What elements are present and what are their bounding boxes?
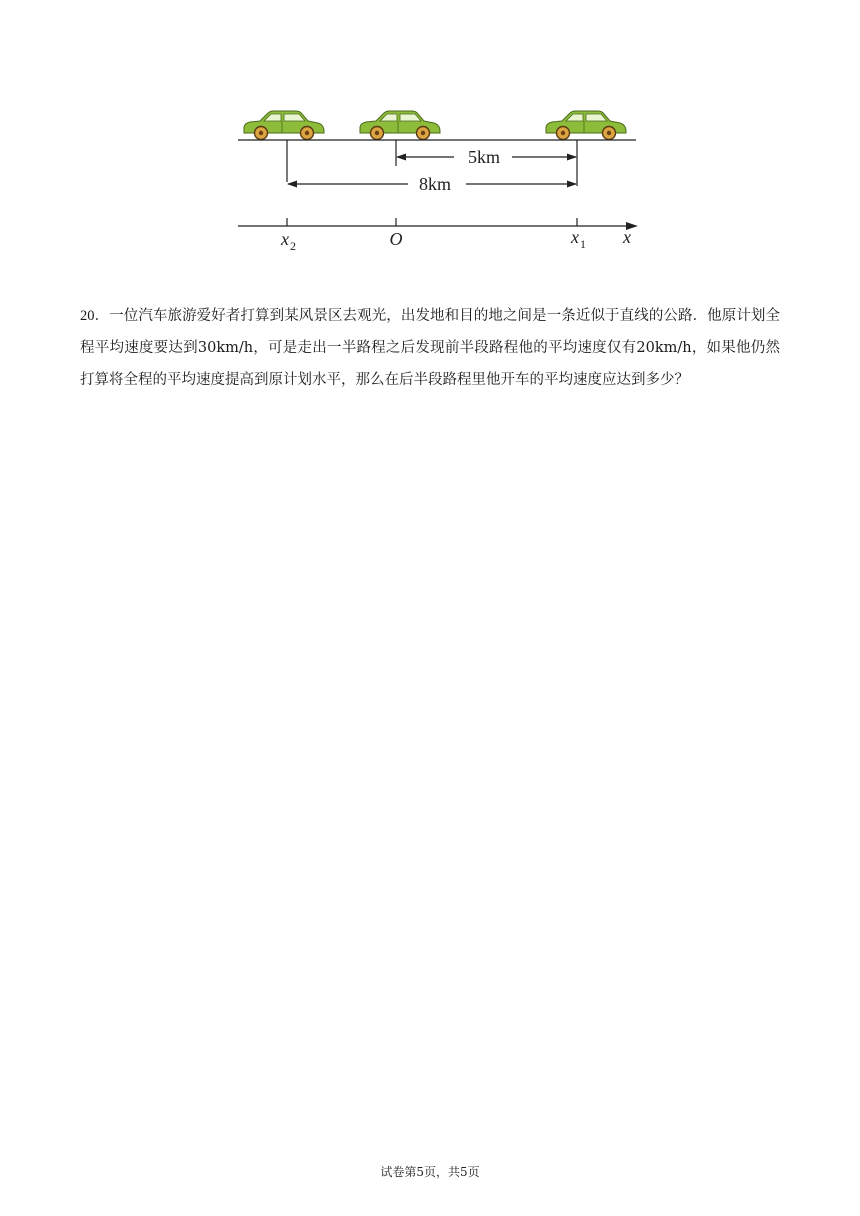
car-left-icon (244, 111, 324, 140)
question-number: 20． (80, 308, 110, 324)
label-x1: x (571, 227, 579, 247)
question-text: 一位汽车旅游爱好者打算到某风景区去观光，出发地和目的地之间是一条近似于直线的公路．他原计划全程平均速度要达到30km/h，可是走出一半路程之后发现前半段路程他的平均速度仅有20km/h，如果他仍然打算将全程的平均速度提高到原计划水平，那么在后半段路程里他开车的平均速度应达到多少？ (80, 308, 780, 388)
car-middle-icon (360, 111, 440, 140)
question-20 (80, 300, 780, 396)
distance-label-5km: 5km (467, 147, 501, 167)
distance-label-8km: 8km (418, 174, 452, 194)
car-right-icon (546, 111, 626, 140)
label-origin: O (389, 229, 403, 249)
motion-figure (230, 100, 650, 260)
label-axis-x: x (623, 227, 631, 247)
label-x1-subscript: 1 (580, 237, 586, 251)
page-footer: 试卷第5页，共5页 (380, 1165, 480, 1179)
label-x2-subscript: 2 (290, 239, 296, 253)
label-x2: x (281, 229, 289, 249)
